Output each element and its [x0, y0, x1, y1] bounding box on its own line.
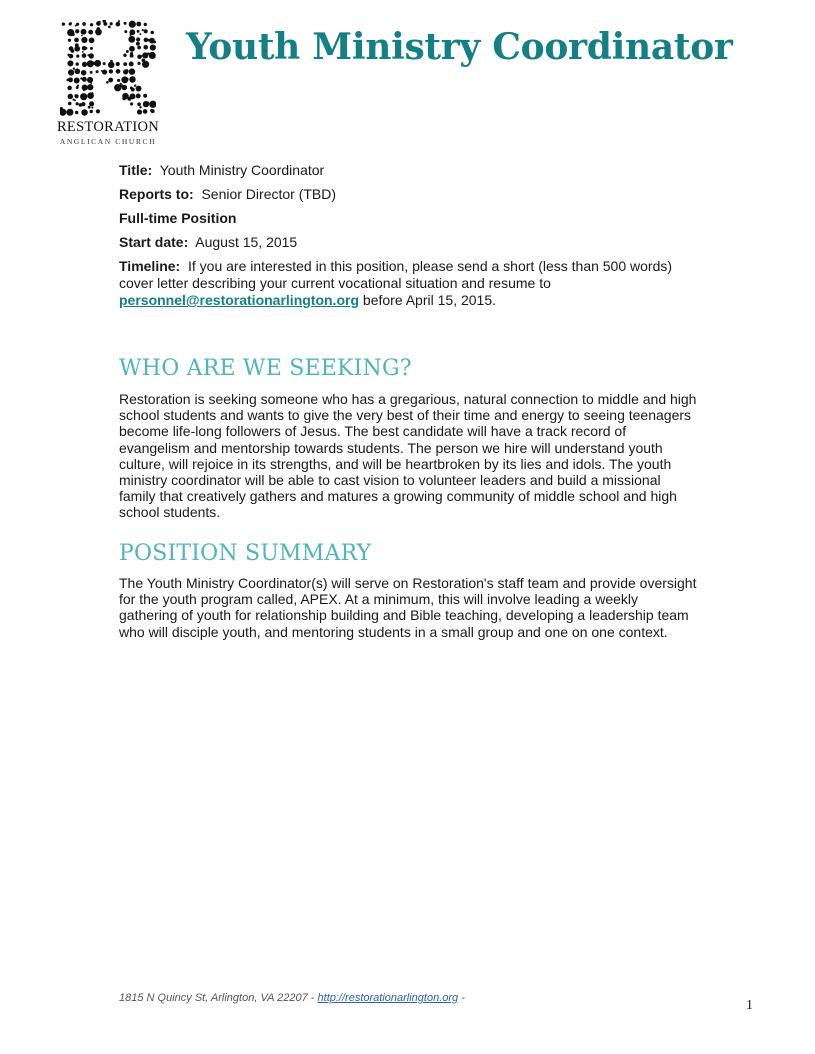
footer-website-link[interactable]: http://restorationarlington.org	[317, 992, 459, 1004]
email-link[interactable]: personnel@restorationarlington.org	[119, 292, 360, 308]
meta-reports-label: Reports to:	[119, 186, 194, 202]
meta-start-date	[119, 234, 709, 251]
section-body-summary: The Youth Ministry Coordinator(s) will serve on Restoration's staff team and provide oversight for the youth program called, APEX. At a minimum, this will involve leading a weekly gathering of youth for relationship building and Bible teaching, developing a leadership team who will disciple youth, and mentoring students in a small group and one on one context.	[119, 575, 697, 640]
meta-timeline	[119, 258, 709, 309]
footer-suffix: -	[461, 992, 465, 1004]
meta-reports-to	[119, 186, 709, 203]
section-heading-summary: POSITION SUMMARY	[119, 541, 372, 566]
meta-start-label: Start date:	[119, 234, 189, 250]
section-body-seeking: Restoration is seeking someone who has a gregarious, natural connection to middle and high school students and wants to give the very best of their time and energy to seeing teenagers become life-long followers of Jesus. The best candidate will have a track record of evangelism and mentorship towards students. The person we hire will understand youth culture, will rejoice in its strengths, and will be heartbroken by its lies and idols. The youth ministry coordinator will be able to cast vision to volunteer leaders and build a missional family that creatively gathers and matures a growing community of middle school and high school students.	[119, 391, 697, 521]
logo-subtitle: ANGLICAN CHURCH	[59, 137, 157, 146]
document-title: Youth Ministry Coordinator	[186, 26, 733, 68]
church-logo	[48, 20, 168, 148]
footer-address: 1815 N Quincy St, Arlington, VA 22207 -	[119, 992, 315, 1004]
meta-title	[119, 162, 709, 179]
meta-start-value: August 15, 2015	[195, 234, 298, 250]
meta-title-label: Title:	[119, 162, 153, 178]
meta-position-type	[119, 210, 709, 227]
meta-timeline-text: If you are interested in this position, please send a short (less than 500 words) cover letter describing your current vocational situation and resume to	[119, 258, 673, 291]
meta-reports-value: Senior Director (TBD)	[201, 186, 337, 202]
meta-timeline-label: Timeline:	[119, 258, 181, 274]
logo-name: RESTORATION	[56, 119, 160, 135]
meta-title-value: Youth Ministry Coordinator	[159, 162, 325, 178]
section-heading-seeking: WHO ARE WE SEEKING?	[119, 356, 412, 381]
dotted-letter-r-logo-icon	[60, 20, 156, 116]
page-number: 1	[746, 998, 753, 1013]
meta-timeline-after: before April 15, 2015.	[362, 292, 497, 308]
meta-position-type-label: Full-time Position	[119, 210, 237, 226]
footer	[119, 992, 465, 1004]
